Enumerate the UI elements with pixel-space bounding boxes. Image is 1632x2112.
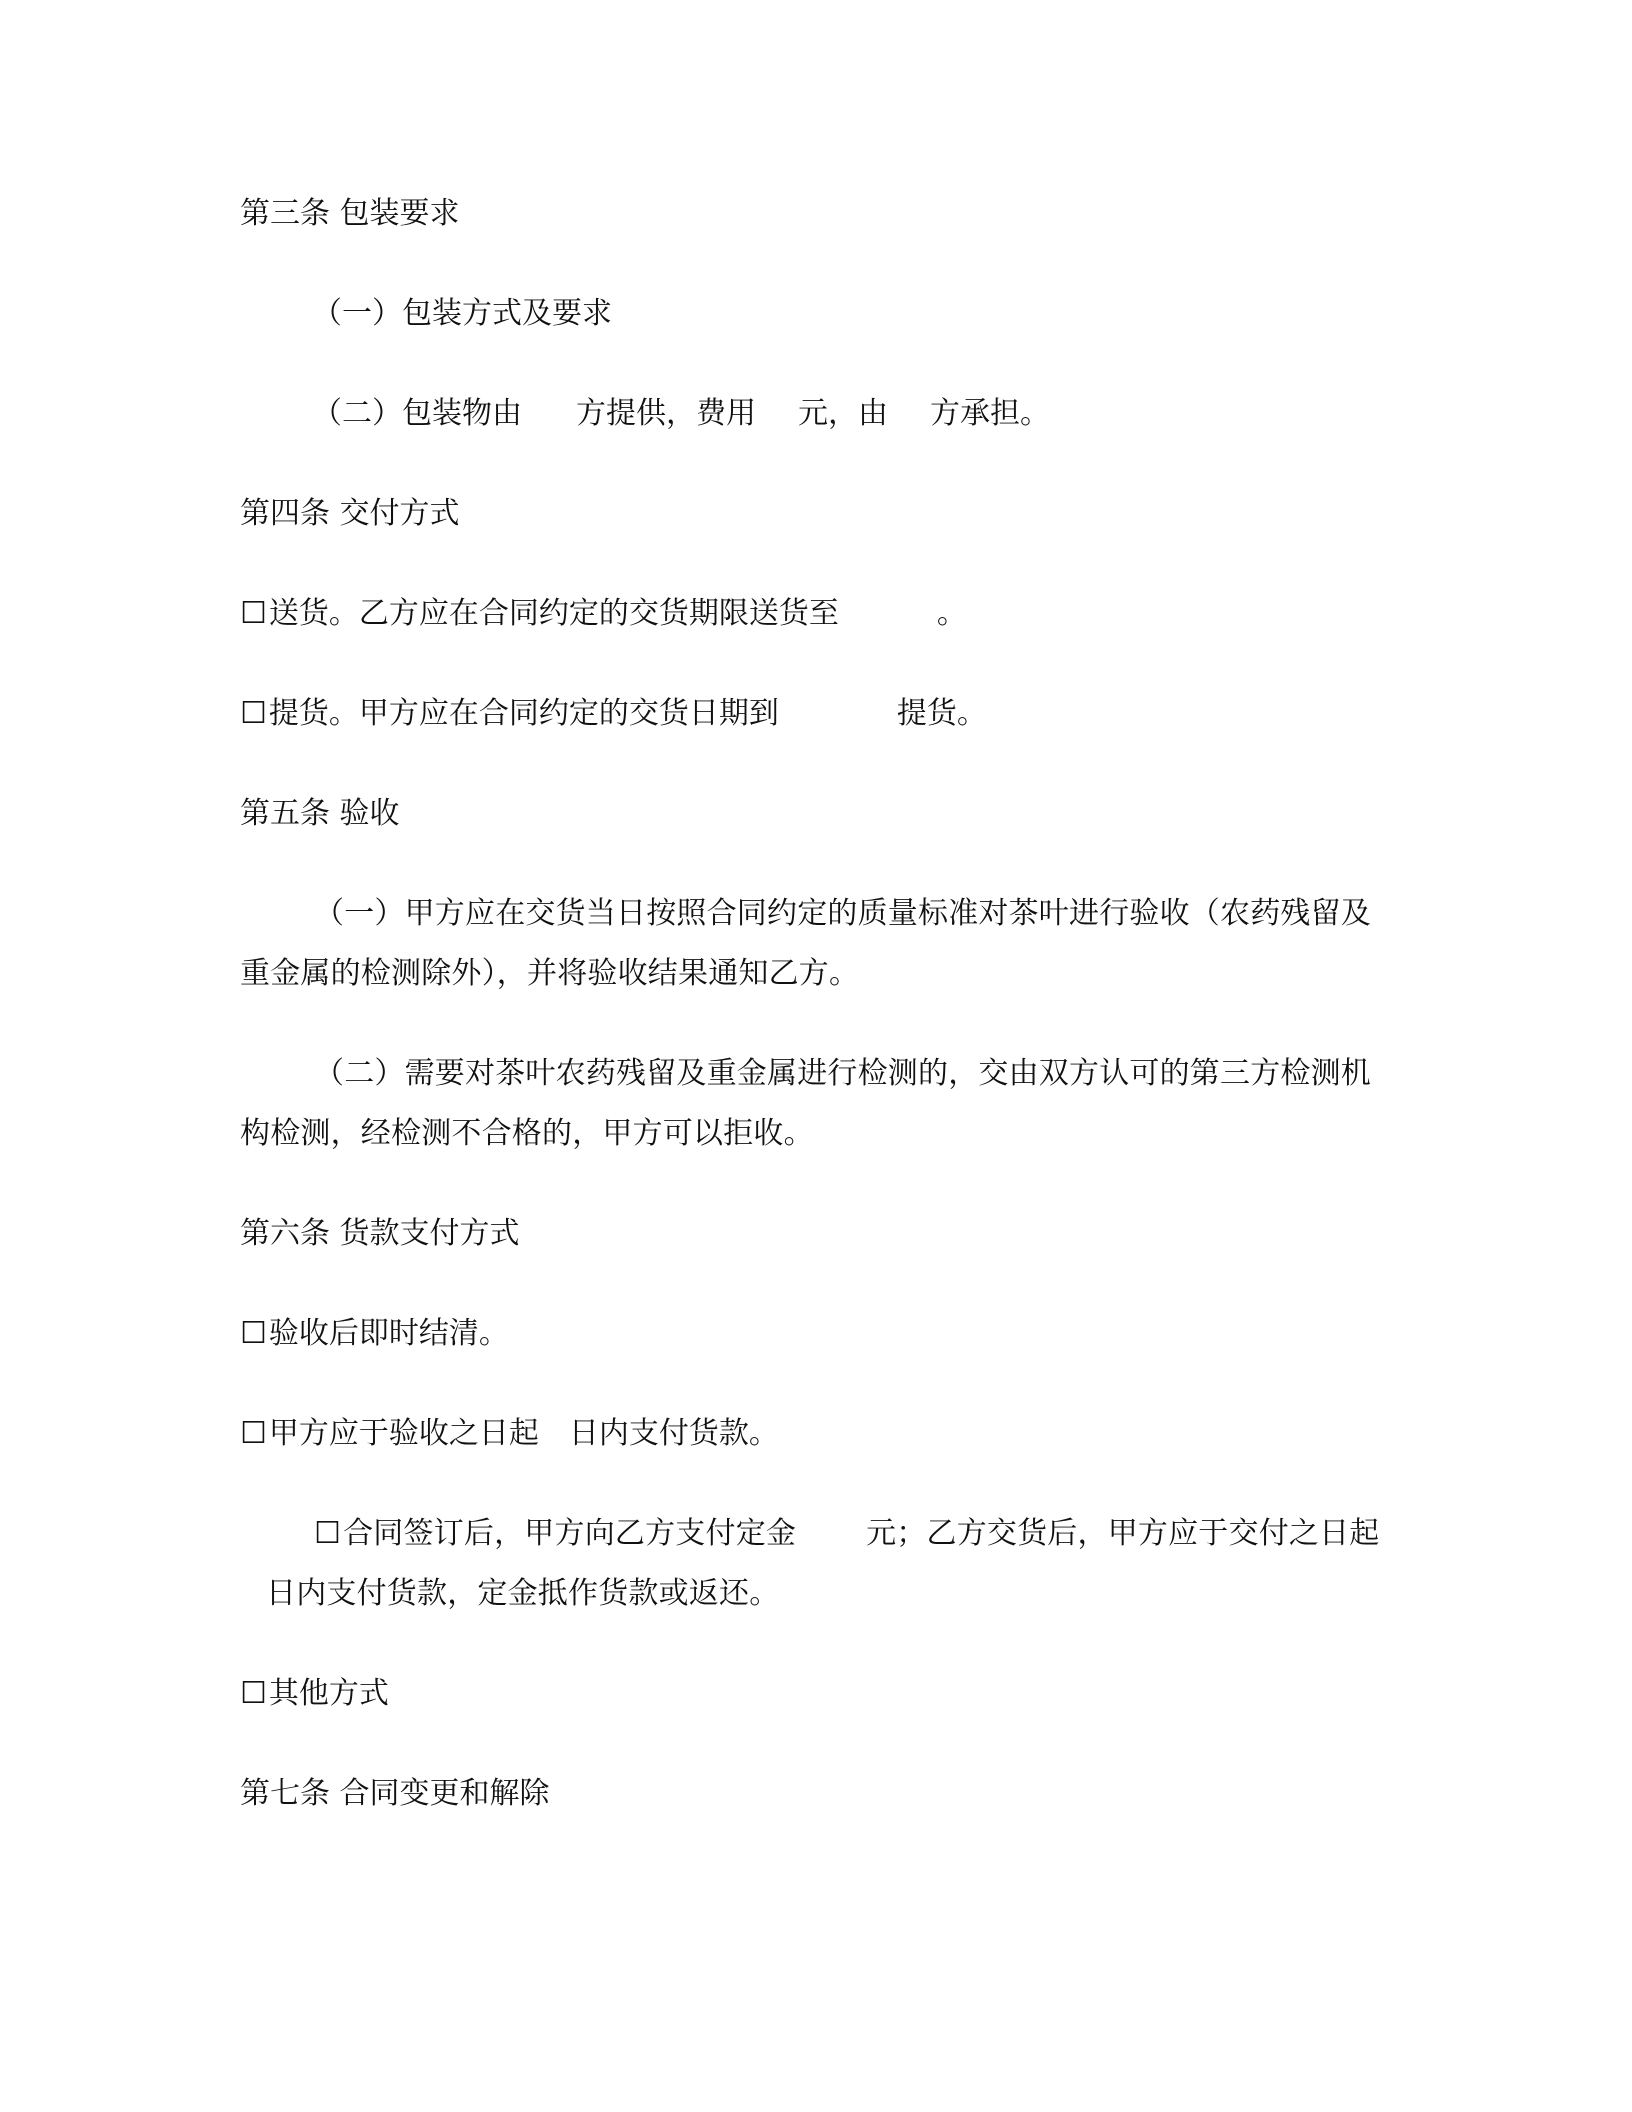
- article-4-option-2-part-2: 提货。: [896, 696, 987, 731]
- article-6-option-3: [240, 1504, 1385, 1624]
- checkbox-icon[interactable]: ☐: [314, 1516, 342, 1551]
- article-4-option-delivery: [240, 584, 1392, 644]
- checkbox-icon[interactable]: ☐: [240, 1416, 267, 1451]
- checkbox-icon[interactable]: ☐: [240, 696, 267, 731]
- article-3-item-1: （一）包装方式及要求: [312, 296, 612, 331]
- article-3-item-2: [312, 384, 1392, 444]
- article-5-title: 第五条 验收: [240, 796, 400, 831]
- article-7-title: 第七条 合同变更和解除: [240, 1776, 550, 1811]
- checkbox-icon[interactable]: ☐: [240, 1676, 267, 1711]
- article-3-item-2-part-3: 元，由: [798, 396, 888, 431]
- article-6-option-4: [240, 1664, 1392, 1724]
- article-6-option-3-part-1: 合同签订后，甲方向乙方支付定金: [343, 1516, 797, 1551]
- checkbox-icon[interactable]: ☐: [240, 596, 267, 631]
- checkbox-icon[interactable]: ☐: [240, 1316, 267, 1351]
- article-4-option-1-part-1: 送货。乙方应在合同约定的交货期限送货至: [268, 596, 839, 631]
- article-6-option-2: [240, 1404, 1392, 1464]
- article-6-option-2-part-2: 日内支付货款。: [568, 1416, 779, 1451]
- article-6-title: 第六条 货款支付方式: [240, 1216, 520, 1251]
- article-6-option-2-part-1: 甲方应于验收之日起: [268, 1416, 539, 1451]
- article-3-item-2-part-4: 方承担。: [930, 396, 1050, 431]
- article-6-option-4-text: 其他方式: [268, 1676, 389, 1711]
- article-4-title: 第四条 交付方式: [240, 496, 460, 531]
- article-4-option-2-part-1: 提货。甲方应在合同约定的交货日期到: [268, 696, 779, 731]
- article-6-option-1-text: 验收后即时结清。: [268, 1316, 509, 1351]
- article-5-item-2: （二）需要对茶叶农药残留及重金属进行检测的，交由双方认可的第三方检测机构检测，经检测不合格的，甲方可以拒收。: [240, 1056, 1371, 1151]
- article-3-item-2-part-2: 方提供，费用: [576, 396, 756, 431]
- article-4-option-pickup: [240, 684, 1392, 744]
- article-3-title: 第三条 包装要求: [240, 196, 460, 231]
- article-5-item-1: （一）甲方应在交货当日按照合同约定的质量标准对茶叶进行验收（农药残留及重金属的检测除外），并将验收结果通知乙方。: [240, 896, 1371, 991]
- article-6-option-3-part-3: 日内支付货款，定金抵作货款或返还。: [266, 1576, 780, 1611]
- article-6-option-3-part-2: 元；乙方交货后，甲方应于交付之日起: [866, 1516, 1380, 1551]
- article-6-option-1: [240, 1304, 1392, 1364]
- article-4-option-1-part-2: 。: [936, 596, 967, 631]
- article-3-item-2-part-1: （二）包装物由: [312, 396, 522, 431]
